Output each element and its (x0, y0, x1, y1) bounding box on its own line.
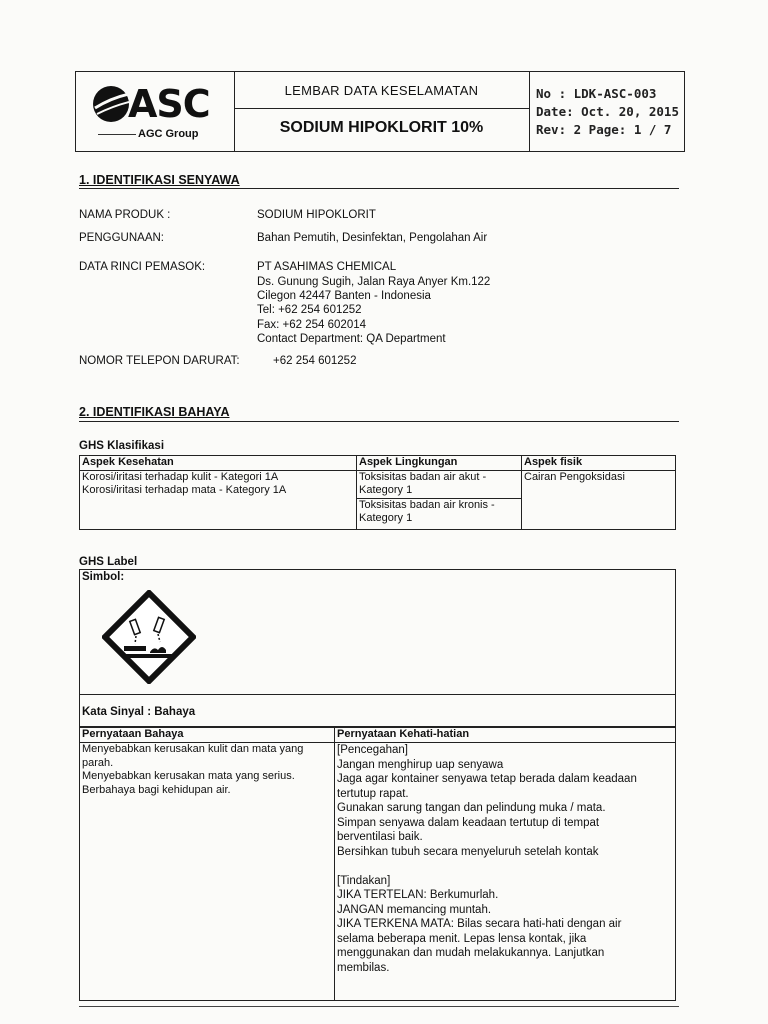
table-header-precaution: Pernyataan Kehati-hatian (335, 728, 676, 743)
precaution-spacer (337, 859, 673, 874)
document-title: LEMBAR DATA KESELAMATAN (284, 83, 479, 98)
physical-aspect-cell (522, 470, 676, 529)
supplier-line: Cilegon 42447 Banten - Indonesia (257, 290, 431, 302)
document-date: Date: Oct. 20, 2015 (536, 104, 679, 119)
section-2-rule (79, 421, 679, 422)
ghs-classification-heading: GHS Klasifikasi (79, 440, 165, 452)
supplier-line: Ds. Gunung Sugih, Jalan Raya Anyer Km.122 (257, 276, 491, 288)
environment-aspect-line: Kategory 1 (359, 484, 413, 496)
hazard-statement-line: Menyebabkan kerusakan mata yang serius. (82, 770, 295, 782)
document-number: No : LDK-ASC-003 (536, 86, 657, 101)
document-header (75, 71, 685, 152)
supplier-line: Fax: +62 254 602014 (257, 319, 367, 331)
table-header-physical: Aspek fisik (522, 456, 676, 471)
emergency-phone-value: +62 254 601252 (273, 355, 357, 367)
document-subtitle: SODIUM HIPOKLORIT 10% (279, 119, 484, 136)
company-logo-text: ASC (128, 82, 210, 126)
logo-line (98, 134, 136, 135)
hazard-statements-cell (80, 743, 335, 1001)
environment-aspect-cell (357, 470, 522, 498)
section-2-title: 2. IDENTIFIKASI BAHAYA (79, 405, 230, 419)
signal-word: Kata Sinyal : Bahaya (82, 706, 196, 718)
product-name-label: NAMA PRODUK : (79, 209, 171, 221)
hazard-statement-line: Berbahaya bagi kehidupan air. (82, 783, 231, 796)
logo-cell (76, 72, 235, 151)
section-1-title: 1. IDENTIFIKASI SENYAWA (79, 173, 240, 187)
precaution-line: Simpan senyawa dalam keadaan tertutup di tempat (337, 816, 600, 829)
environment-aspect-cell (357, 498, 522, 529)
precaution-line: berventilasi baik. (337, 831, 423, 843)
precaution-line: membilas. (337, 961, 390, 974)
meta-cell (529, 72, 684, 151)
precaution-line: Jaga agar kontainer senyawa tetap berada dalam keadaan (337, 773, 637, 785)
supplier-line: Contact Department: QA Department (257, 333, 446, 345)
precaution-line: selama beberapa menit. Lepas lensa kontak, jika (337, 932, 587, 945)
symbol-label: Simbol: (82, 571, 125, 583)
usage-value: Bahan Pemutih, Desinfektan, Pengolahan Air (257, 232, 488, 244)
precaution-line: JIKA TERTELAN: Berkumurlah. (337, 889, 499, 901)
table-header-hazard: Pernyataan Bahaya (80, 728, 335, 743)
precaution-line: Gunakan sarung tangan dan pelindung muka / mata. (337, 802, 606, 814)
globe-logo-icon (91, 84, 131, 124)
health-aspect-cell (80, 470, 357, 529)
precaution-line: Bersihkan tubuh secara menyeluruh setelah kontak (337, 845, 599, 858)
title-divider (234, 108, 529, 109)
supplier-line: Tel: +62 254 601252 (257, 304, 362, 316)
corrosion-pictogram-icon (102, 590, 196, 684)
precaution-statements-cell (335, 743, 676, 1001)
ghs-label-heading: GHS Label (79, 556, 138, 568)
precaution-line: menggunakan dan mudah melakukannya. Lanjutkan (337, 947, 605, 959)
hazard-statement-line: parah. (82, 756, 114, 769)
table-header-environment: Aspek Lingkungan (357, 456, 522, 471)
emergency-phone-label: NOMOR TELEPON DARURAT: (79, 355, 240, 367)
environment-aspect-line: Toksisitas badan air kronis - (359, 498, 495, 511)
signal-word-box (79, 695, 676, 727)
usage-label: PENGGUNAAN: (79, 232, 164, 244)
precaution-line: [Tindakan] (337, 874, 391, 887)
hazard-statement-line: Menyebabkan kerusakan kulit dan mata yang (82, 743, 304, 755)
physical-aspect-line: Cairan Pengoksidasi (524, 470, 625, 483)
health-aspect-line: Korosi/iritasi terhadap mata - Kategory 1A (82, 484, 287, 496)
precaution-line: tertutup rapat. (337, 787, 409, 800)
product-name-value: SODIUM HIPOKLORIT (257, 209, 376, 221)
section-1-rule (79, 188, 679, 189)
supplier-line: PT ASAHIMAS CHEMICAL (257, 261, 397, 273)
supplier-label: DATA RINCI PEMASOK: (79, 261, 206, 273)
precaution-line: JIKA TERKENA MATA: Bilas secara hati-hati dengan air (337, 918, 622, 930)
environment-aspect-line: Toksisitas badan air akut - (359, 470, 487, 483)
page-bottom-rule (79, 1006, 679, 1007)
document-revision: Rev: 2 Page: 1 / 7 (536, 122, 672, 137)
symbol-box (79, 569, 676, 695)
precaution-line: [Pencegahan] (337, 744, 408, 756)
precaution-line: Jangan menghirup uap senyawa (337, 758, 504, 771)
ghs-classification-table (79, 455, 676, 530)
precaution-line: JANGAN memancing muntah. (337, 903, 492, 916)
health-aspect-line: Korosi/iritasi terhadap kulit - Kategori 1A (82, 470, 279, 483)
title-cell (234, 72, 530, 151)
table-header-health: Aspek Kesehatan (80, 456, 357, 471)
environment-aspect-line: Kategory 1 (359, 512, 413, 524)
hazard-statements-table (79, 727, 676, 1001)
company-group-text: AGC Group (138, 128, 199, 140)
